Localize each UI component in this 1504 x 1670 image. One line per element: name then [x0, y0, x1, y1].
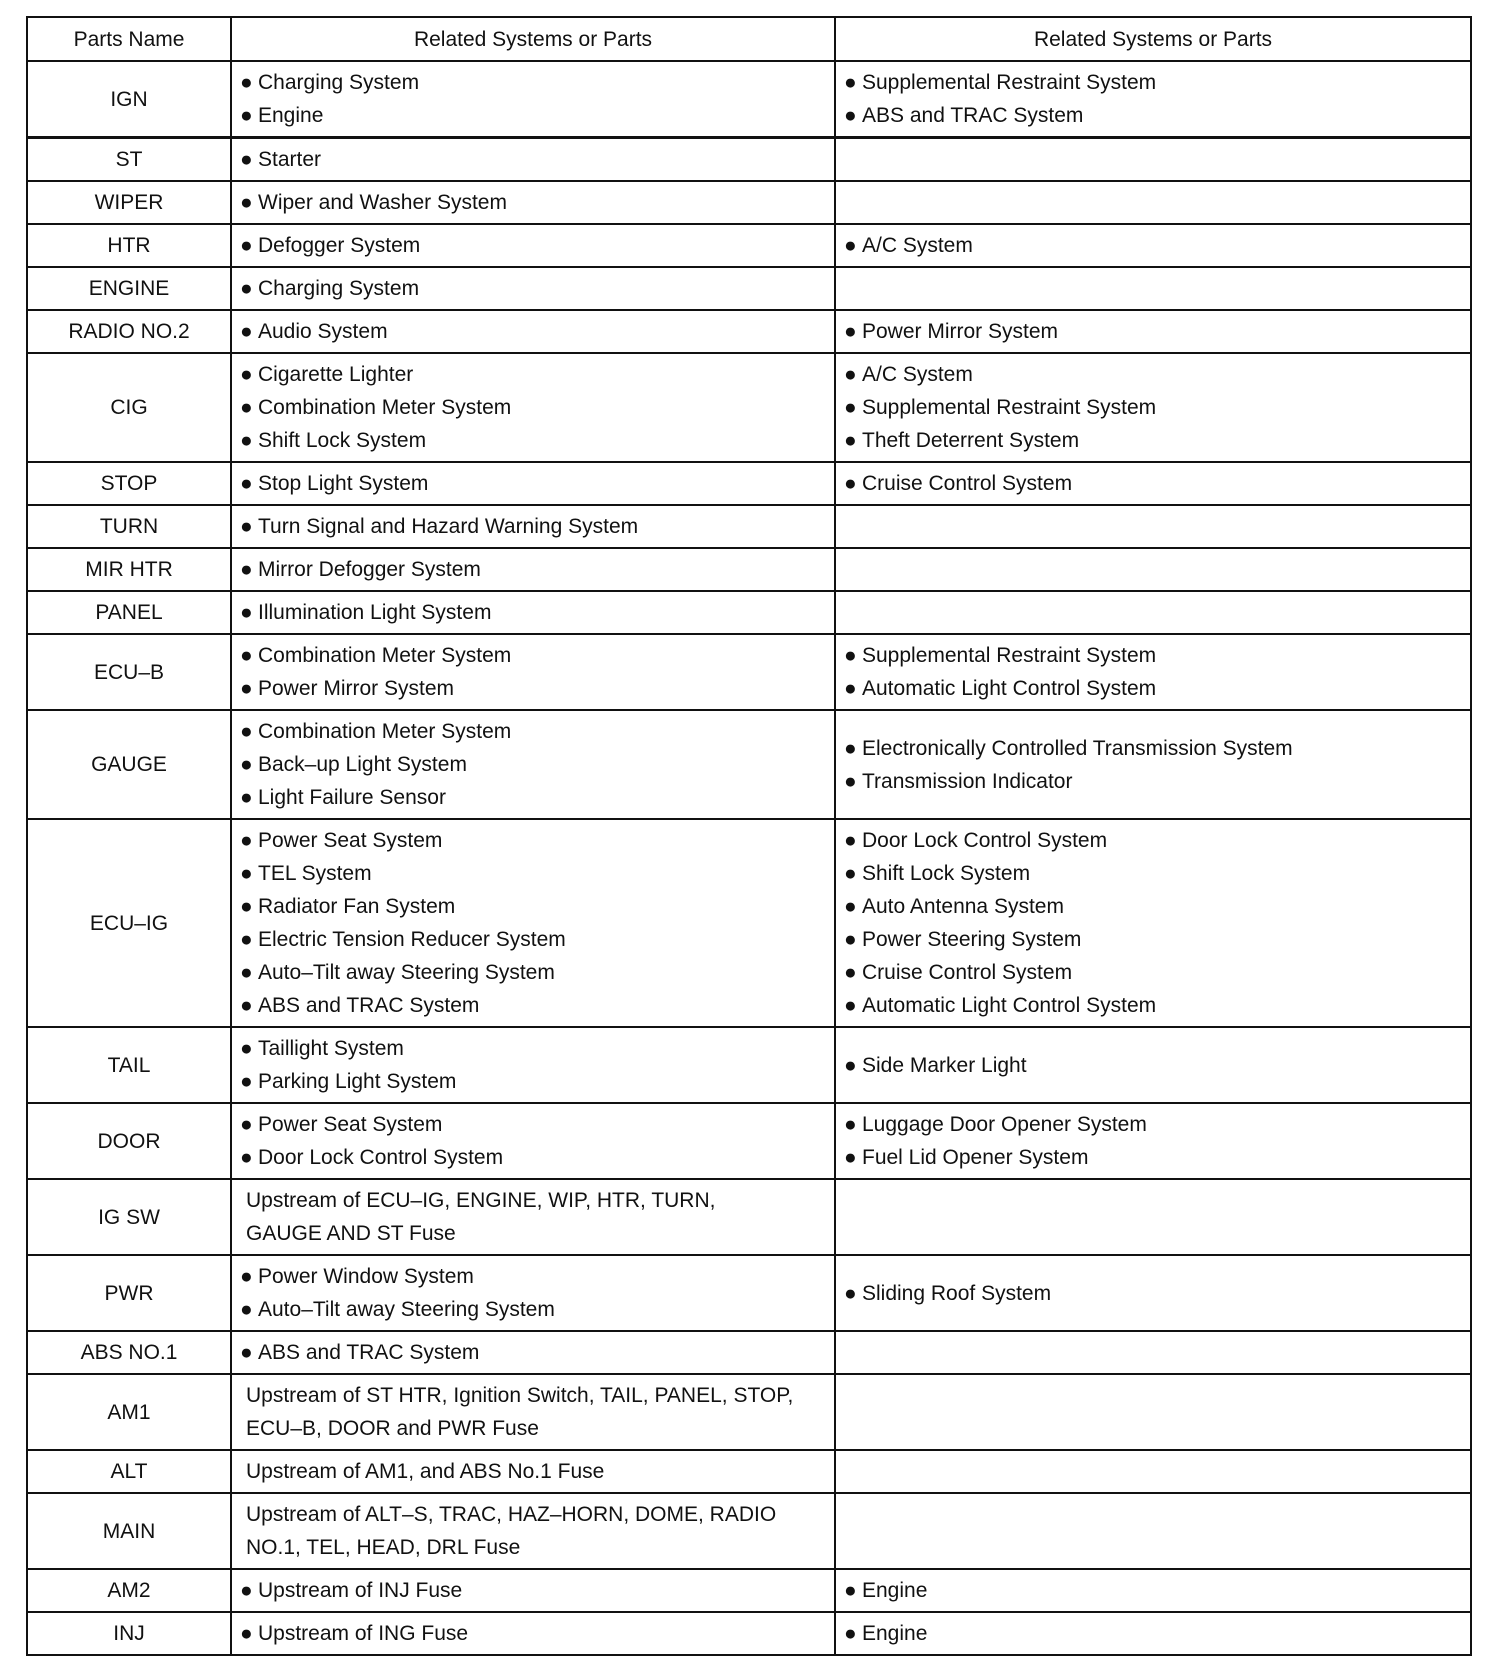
table-row — [27, 462, 1471, 505]
related-systems-cell-1 — [231, 1450, 835, 1493]
list-item — [844, 424, 1462, 457]
related-systems-cell-1 — [231, 710, 835, 819]
list-item-text: Shift Lock System — [862, 862, 1031, 885]
bullet-icon: ● — [844, 862, 857, 885]
list-item-text: Taillight System — [258, 1037, 404, 1060]
list-item — [240, 424, 826, 457]
parts-name-cell: DOOR — [27, 1103, 231, 1179]
related-systems-cell-2 — [835, 591, 1471, 634]
related-systems-cell-1 — [231, 224, 835, 267]
list-item — [844, 391, 1462, 424]
bullet-icon: ● — [240, 928, 253, 951]
list-item — [240, 99, 826, 132]
bullet-icon: ● — [844, 363, 857, 386]
related-systems-cell-2 — [835, 1179, 1471, 1255]
bullet-icon: ● — [844, 429, 857, 452]
list-item-text: Combination Meter System — [258, 720, 512, 743]
list-item-text: Charging System — [258, 277, 420, 300]
list-item-text: Combination Meter System — [258, 644, 512, 667]
related-systems-cell-1 — [231, 138, 835, 182]
related-systems-cell-1 — [231, 1179, 835, 1255]
list-item-text: Starter — [258, 148, 322, 171]
bullet-icon: ● — [240, 994, 253, 1017]
list-item-text: Cruise Control System — [862, 961, 1073, 984]
related-systems-cell-2 — [835, 819, 1471, 1027]
list-item — [240, 857, 826, 890]
related-systems-cell-1 — [231, 310, 835, 353]
related-systems-cell-2 — [835, 138, 1471, 182]
list-item — [844, 672, 1462, 705]
list-item-text: ABS and TRAC System — [862, 104, 1084, 127]
parts-name-cell: MIR HTR — [27, 548, 231, 591]
parts-name-cell: CIG — [27, 353, 231, 462]
bullet-icon: ● — [240, 720, 253, 743]
table-row — [27, 819, 1471, 1027]
bullet-icon: ● — [240, 601, 253, 624]
parts-name-cell: ALT — [27, 1450, 231, 1493]
related-systems-cell-2 — [835, 310, 1471, 353]
parts-name-cell: IG SW — [27, 1179, 231, 1255]
parts-name-cell: ST — [27, 138, 231, 182]
list-item — [844, 765, 1462, 798]
list-item — [844, 890, 1462, 923]
list-item — [240, 781, 826, 814]
bullet-icon: ● — [844, 769, 857, 793]
list-item-text: Auto–Tilt away Steering System — [258, 1298, 555, 1321]
related-systems-cell-1 — [231, 1569, 835, 1612]
list-item-text: Engine — [862, 1622, 928, 1645]
bullet-icon: ● — [240, 1579, 253, 1602]
list-item — [240, 391, 826, 424]
list-item — [844, 639, 1462, 672]
list-item — [240, 596, 826, 629]
related-systems-cell-1 — [231, 1255, 835, 1331]
list-item — [240, 890, 826, 923]
bullet-icon: ● — [240, 895, 253, 918]
bullet-icon: ● — [844, 320, 857, 343]
bullet-icon: ● — [844, 1146, 857, 1169]
bullet-icon: ● — [240, 320, 253, 343]
related-systems-cell-2 — [835, 1255, 1471, 1331]
bullet-icon: ● — [240, 1341, 253, 1364]
bullet-icon: ● — [240, 1265, 253, 1288]
list-item — [844, 989, 1462, 1022]
text-line: Upstream of ST HTR, Ignition Switch, TAIL, PANEL, STOP, — [246, 1384, 794, 1407]
related-systems-cell-1 — [231, 181, 835, 224]
related-systems-cell-2 — [835, 710, 1471, 819]
parts-name-cell: IGN — [27, 61, 231, 138]
list-item-text: Electric Tension Reducer System — [258, 928, 566, 951]
list-item-text: Upstream of ING Fuse — [258, 1622, 469, 1645]
list-item-text: Door Lock Control System — [258, 1146, 504, 1169]
list-item — [844, 358, 1462, 391]
text-line: ECU–B, DOOR and PWR Fuse — [246, 1417, 539, 1440]
table-row — [27, 224, 1471, 267]
related-systems-cell-2 — [835, 1374, 1471, 1450]
related-systems-cell-1 — [231, 1493, 835, 1569]
header-row — [27, 17, 1471, 61]
list-item-text: Automatic Light Control System — [862, 994, 1157, 1017]
parts-name-cell: STOP — [27, 462, 231, 505]
list-item-text: Upstream of INJ Fuse — [258, 1579, 463, 1602]
bullet-icon: ● — [844, 1579, 857, 1602]
list-item — [844, 1141, 1462, 1174]
related-systems-cell-1 — [231, 591, 835, 634]
bullet-icon: ● — [240, 396, 253, 419]
list-item — [844, 1049, 1462, 1082]
list-item-text: Audio System — [258, 320, 388, 343]
related-systems-cell-2 — [835, 505, 1471, 548]
list-item — [240, 1336, 826, 1369]
list-item — [844, 66, 1462, 99]
list-item-text: Mirror Defogger System — [258, 558, 481, 581]
list-item — [240, 315, 826, 348]
table-row — [27, 548, 1471, 591]
bullet-icon: ● — [240, 862, 253, 885]
list-item — [240, 1065, 826, 1098]
list-item — [844, 99, 1462, 132]
list-item — [844, 956, 1462, 989]
parts-name-cell: WIPER — [27, 181, 231, 224]
list-item-text: Light Failure Sensor — [258, 786, 446, 809]
bullet-icon: ● — [240, 644, 253, 667]
bullet-icon: ● — [844, 994, 857, 1017]
list-item — [844, 1617, 1462, 1650]
list-item-text: Auto Antenna System — [862, 895, 1064, 918]
bullet-icon: ● — [844, 829, 857, 852]
related-systems-cell-2 — [835, 181, 1471, 224]
table-row — [27, 1027, 1471, 1103]
bullet-icon: ● — [844, 895, 857, 918]
list-item — [240, 510, 826, 543]
header-related-systems-2: Related Systems or Parts — [835, 17, 1471, 61]
list-item-text: Supplemental Restraint System — [862, 396, 1157, 419]
parts-name-cell: HTR — [27, 224, 231, 267]
bullet-icon: ● — [240, 515, 253, 538]
related-systems-cell-1 — [231, 1103, 835, 1179]
bullet-icon: ● — [844, 71, 857, 94]
table-row — [27, 1450, 1471, 1493]
related-systems-cell-2 — [835, 224, 1471, 267]
related-systems-cell-2 — [835, 61, 1471, 138]
list-item — [240, 1293, 826, 1326]
table-row — [27, 1374, 1471, 1450]
bullet-icon: ● — [240, 104, 253, 127]
list-item-text: ABS and TRAC System — [258, 1341, 480, 1364]
related-systems-cell-2 — [835, 267, 1471, 310]
list-item-text: Theft Deterrent System — [862, 429, 1080, 452]
bullet-icon: ● — [844, 472, 857, 495]
table-row — [27, 591, 1471, 634]
header-related-systems-1: Related Systems or Parts — [231, 17, 835, 61]
text-line: GAUGE AND ST Fuse — [246, 1222, 456, 1245]
related-systems-cell-1 — [231, 1612, 835, 1655]
list-item — [240, 989, 826, 1022]
list-item-text: Defogger System — [258, 234, 421, 257]
list-item-text: Power Mirror System — [862, 320, 1059, 343]
table-row — [27, 310, 1471, 353]
list-item-text: Cruise Control System — [862, 472, 1073, 495]
list-item-text: Parking Light System — [258, 1070, 457, 1093]
related-systems-cell-1 — [231, 462, 835, 505]
list-item-text: Electronically Controlled Transmission System — [862, 736, 1293, 760]
table-row — [27, 1569, 1471, 1612]
bullet-icon: ● — [844, 644, 857, 667]
bullet-icon: ● — [844, 961, 857, 984]
list-item — [240, 1617, 826, 1650]
list-item — [844, 923, 1462, 956]
table-row — [27, 1331, 1471, 1374]
bullet-icon: ● — [240, 677, 253, 700]
table-body — [27, 61, 1471, 1655]
related-systems-cell-1 — [231, 1027, 835, 1103]
related-systems-cell-1 — [231, 634, 835, 710]
list-item — [240, 1141, 826, 1174]
table-row — [27, 267, 1471, 310]
bullet-icon: ● — [844, 396, 857, 419]
list-item — [240, 748, 826, 781]
header-parts-name: Parts Name — [27, 17, 231, 61]
parts-name-cell: INJ — [27, 1612, 231, 1655]
parts-name-cell: ECU–B — [27, 634, 231, 710]
list-item — [240, 1032, 826, 1065]
list-item — [240, 186, 826, 219]
text-line: Upstream of ALT–S, TRAC, HAZ–HORN, DOME, RADIO — [246, 1503, 777, 1526]
list-item-text: Sliding Roof System — [862, 1281, 1052, 1305]
list-item — [844, 857, 1462, 890]
related-systems-cell-1 — [231, 1374, 835, 1450]
related-systems-cell-1 — [231, 548, 835, 591]
parts-name-cell: ECU–IG — [27, 819, 231, 1027]
bullet-icon: ● — [240, 1298, 253, 1321]
related-systems-cell-1 — [231, 353, 835, 462]
table-row — [27, 634, 1471, 710]
list-item-text: Wiper and Washer System — [258, 191, 507, 214]
list-item-text: Engine — [258, 104, 324, 127]
parts-name-cell: ABS NO.1 — [27, 1331, 231, 1374]
list-item-text: Back–up Light System — [258, 753, 467, 776]
table-row — [27, 505, 1471, 548]
related-systems-cell-2 — [835, 1331, 1471, 1374]
list-item — [240, 553, 826, 586]
table-row — [27, 138, 1471, 182]
list-item — [240, 229, 826, 262]
related-systems-cell-2 — [835, 1103, 1471, 1179]
list-item-text: A/C System — [862, 234, 973, 257]
bullet-icon: ● — [240, 429, 253, 452]
related-systems-cell-2 — [835, 634, 1471, 710]
bullet-icon: ● — [240, 71, 253, 94]
list-item-text: Cigarette Lighter — [258, 363, 414, 386]
list-item-text: Combination Meter System — [258, 396, 512, 419]
list-item-text: Fuel Lid Opener System — [862, 1146, 1089, 1169]
bullet-icon: ● — [240, 472, 253, 495]
parts-table — [26, 16, 1472, 1656]
bullet-icon: ● — [844, 1622, 857, 1645]
bullet-icon: ● — [844, 104, 857, 127]
table-row — [27, 61, 1471, 138]
list-item — [844, 732, 1462, 765]
bullet-icon: ● — [240, 1113, 253, 1136]
list-item — [844, 229, 1462, 262]
related-systems-cell-1 — [231, 1331, 835, 1374]
bullet-icon: ● — [240, 277, 253, 300]
list-item-text: Power Window System — [258, 1265, 474, 1288]
bullet-icon: ● — [240, 148, 253, 171]
table-row — [27, 1255, 1471, 1331]
parts-name-cell: AM1 — [27, 1374, 231, 1450]
list-item — [844, 1574, 1462, 1607]
parts-name-cell: MAIN — [27, 1493, 231, 1569]
list-item-text: TEL System — [258, 862, 372, 885]
table-row — [27, 181, 1471, 224]
list-item-text: Supplemental Restraint System — [862, 644, 1157, 667]
list-item-text: Shift Lock System — [258, 429, 427, 452]
list-item — [240, 715, 826, 748]
list-item-text: Illumination Light System — [258, 601, 492, 624]
bullet-icon: ● — [240, 1146, 253, 1169]
list-item-text: Side Marker Light — [862, 1053, 1027, 1077]
bullet-icon: ● — [240, 786, 253, 809]
list-item-text: ABS and TRAC System — [258, 994, 480, 1017]
bullet-icon: ● — [240, 558, 253, 581]
list-item-text: Power Steering System — [862, 928, 1082, 951]
list-item-text: Power Seat System — [258, 829, 443, 852]
bullet-icon: ● — [844, 928, 857, 951]
list-item — [240, 467, 826, 500]
list-item-text: Transmission Indicator — [862, 769, 1073, 793]
table-row — [27, 1179, 1471, 1255]
list-item — [240, 1574, 826, 1607]
bullet-icon: ● — [240, 234, 253, 257]
related-systems-cell-2 — [835, 353, 1471, 462]
list-item — [240, 956, 826, 989]
bullet-icon: ● — [844, 1053, 857, 1077]
list-item — [240, 824, 826, 857]
list-item-text: Radiator Fan System — [258, 895, 456, 918]
list-item-text: Luggage Door Opener System — [862, 1113, 1147, 1136]
table-row — [27, 1612, 1471, 1655]
related-systems-cell-1 — [231, 267, 835, 310]
parts-name-cell: ENGINE — [27, 267, 231, 310]
list-item — [844, 315, 1462, 348]
parts-name-cell: GAUGE — [27, 710, 231, 819]
list-item-text: Auto–Tilt away Steering System — [258, 961, 555, 984]
list-item-text: Power Mirror System — [258, 677, 455, 700]
table-row — [27, 1493, 1471, 1569]
related-systems-cell-2 — [835, 1027, 1471, 1103]
table-row — [27, 353, 1471, 462]
parts-name-cell: AM2 — [27, 1569, 231, 1612]
related-systems-cell-2 — [835, 548, 1471, 591]
list-item-text: A/C System — [862, 363, 973, 386]
related-systems-cell-2 — [835, 1569, 1471, 1612]
bullet-icon: ● — [844, 677, 857, 700]
list-item-text: Supplemental Restraint System — [862, 71, 1157, 94]
parts-name-cell: PANEL — [27, 591, 231, 634]
bullet-icon: ● — [844, 234, 857, 257]
list-item — [844, 1277, 1462, 1310]
list-item-text: Charging System — [258, 71, 420, 94]
list-item — [844, 824, 1462, 857]
text-line: Upstream of ECU–IG, ENGINE, WIP, HTR, TURN, — [246, 1189, 716, 1212]
bullet-icon: ● — [240, 829, 253, 852]
bullet-icon: ● — [240, 1070, 253, 1093]
related-systems-cell-2 — [835, 1612, 1471, 1655]
list-item-text: Door Lock Control System — [862, 829, 1108, 852]
bullet-icon: ● — [240, 1622, 253, 1645]
list-item-text: Stop Light System — [258, 472, 429, 495]
related-systems-cell-2 — [835, 1450, 1471, 1493]
related-systems-cell-1 — [231, 819, 835, 1027]
related-systems-cell-2 — [835, 462, 1471, 505]
list-item — [240, 272, 826, 305]
list-item-text: Engine — [862, 1579, 928, 1602]
list-item — [240, 1260, 826, 1293]
table-row — [27, 1103, 1471, 1179]
list-item — [240, 639, 826, 672]
bullet-icon: ● — [844, 736, 857, 760]
parts-name-cell: PWR — [27, 1255, 231, 1331]
text-line: NO.1, TEL, HEAD, DRL Fuse — [246, 1536, 521, 1559]
list-item — [240, 66, 826, 99]
list-item — [240, 1108, 826, 1141]
list-item-text: Turn Signal and Hazard Warning System — [258, 515, 639, 538]
parts-name-cell: RADIO NO.2 — [27, 310, 231, 353]
list-item-text: Power Seat System — [258, 1113, 443, 1136]
list-item — [844, 467, 1462, 500]
bullet-icon: ● — [844, 1281, 857, 1305]
bullet-icon: ● — [240, 1037, 253, 1060]
related-systems-cell-1 — [231, 505, 835, 548]
bullet-icon: ● — [240, 753, 253, 776]
list-item — [240, 143, 826, 176]
related-systems-cell-1 — [231, 61, 835, 138]
bullet-icon: ● — [240, 191, 253, 214]
list-item — [240, 923, 826, 956]
bullet-icon: ● — [240, 961, 253, 984]
parts-name-cell: TURN — [27, 505, 231, 548]
bullet-icon: ● — [844, 1113, 857, 1136]
list-item — [844, 1108, 1462, 1141]
list-item-text: Automatic Light Control System — [862, 677, 1157, 700]
bullet-icon: ● — [240, 363, 253, 386]
text-line: Upstream of AM1, and ABS No.1 Fuse — [246, 1460, 605, 1483]
table-row — [27, 710, 1471, 819]
related-systems-cell-2 — [835, 1493, 1471, 1569]
list-item — [240, 672, 826, 705]
parts-name-cell: TAIL — [27, 1027, 231, 1103]
list-item — [240, 358, 826, 391]
